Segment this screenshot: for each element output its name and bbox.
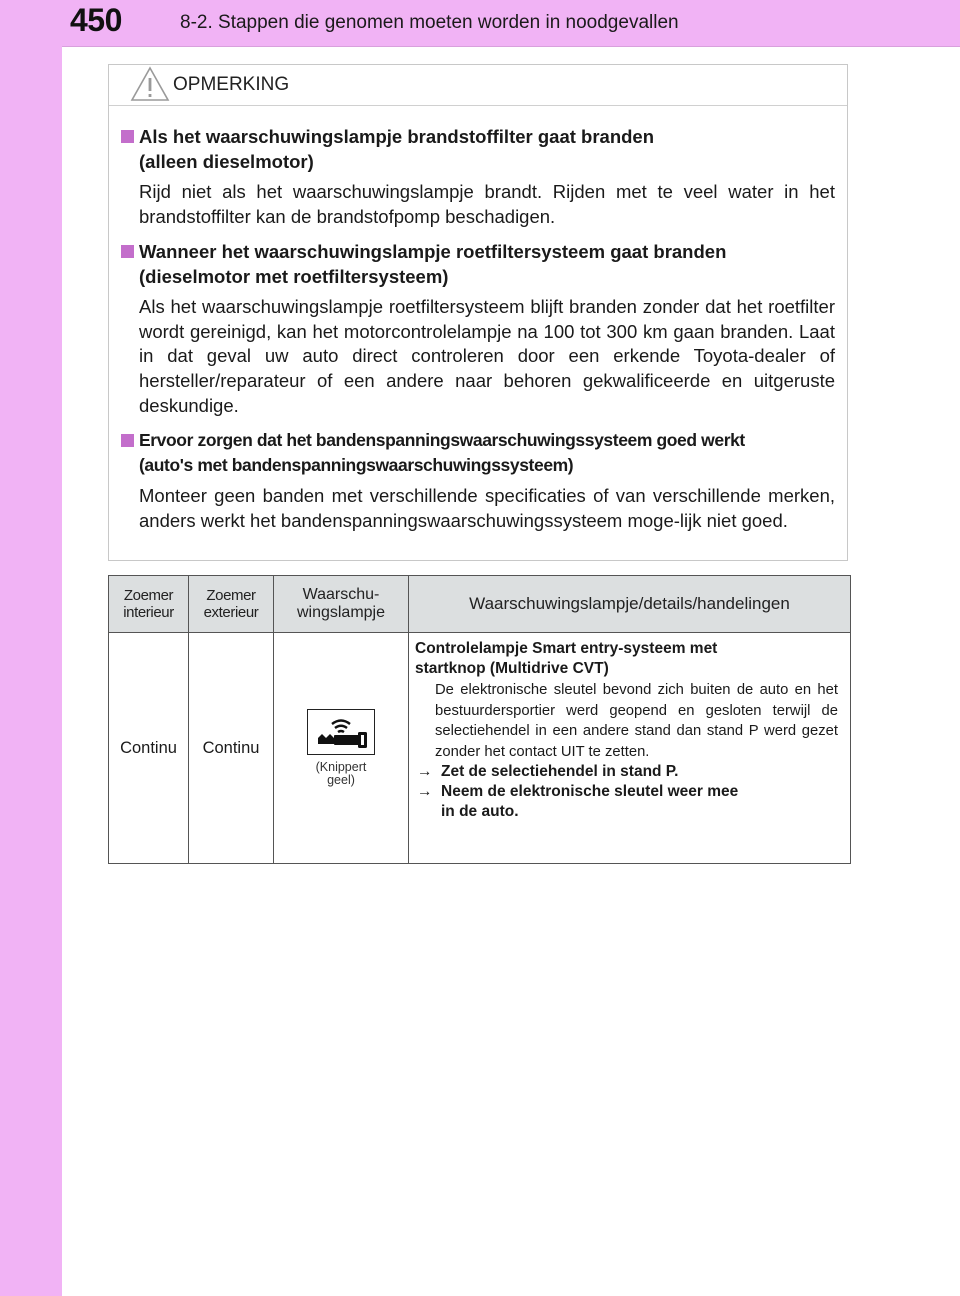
- warning-triangle-icon: [129, 65, 171, 108]
- note-item: [119, 124, 835, 229]
- caption-line: (Knippert: [315, 760, 367, 774]
- arrow-icon: →: [417, 783, 433, 800]
- table-row: [109, 633, 851, 864]
- note-item-heading: [119, 239, 835, 289]
- note-item-heading: [119, 124, 835, 174]
- header-text: Zoemer: [123, 587, 174, 604]
- header-text: Zoemer: [206, 587, 256, 604]
- header-text: Waarschu-: [302, 586, 380, 603]
- note-title: OPMERKING: [173, 74, 290, 95]
- note-body: [109, 106, 847, 533]
- title-line: startknop (Multidrive CVT): [415, 660, 609, 677]
- page-number: 450: [70, 2, 122, 38]
- heading-line: Ervoor zorgen dat het bandenspanningswaarschuwingssysteem goed werkt: [139, 430, 745, 451]
- heading-line: (dieselmotor met roetfiltersysteem): [139, 266, 449, 288]
- detail-title: [415, 639, 838, 679]
- arrow-icon: →: [417, 763, 433, 780]
- header-buzzer-exterior: [189, 576, 274, 633]
- cell-warning-lamp: [274, 633, 409, 864]
- header-warning-lamp: [274, 576, 409, 633]
- heading-line: (auto's met bandenspanningswaarschuwingssysteem): [139, 455, 574, 476]
- header-divider: [62, 46, 960, 47]
- note-box: [108, 64, 848, 561]
- note-item-text: Monteer geen banden met verschillende specificaties of van verschillende merken, anders werkt het bandenspanningswaarschuwingssysteem moge-lijk niet goed.: [139, 485, 835, 531]
- note-item: [119, 428, 835, 533]
- cell-buzzer-exterior: Continu: [189, 633, 274, 864]
- heading-line: Als het waarschuwingslampje brandstoffilter gaat branden: [139, 126, 655, 147]
- header-details: Waarschuwingslampje/details/handelingen: [409, 576, 851, 633]
- header-text: wingslampje: [296, 604, 386, 621]
- section-title: 8-2. Stappen die genomen moeten worden in noodgevallen: [180, 12, 679, 33]
- warning-table: [108, 575, 851, 864]
- square-bullet-icon: [121, 130, 134, 143]
- note-item-text: Rijd niet als het waarschuwingslampje brandt. Rijden met te veel water in het brandstoffilter kan de brandstofpomp beschadigen.: [139, 181, 835, 227]
- note-item-text: Als het waarschuwingslampje roetfiltersysteem blijft branden zonder dat het roetfilter wordt gereinigd, kan het motorcontrolelampje na 100 tot 300 km gaan branden. Laat in dat geval uw auto direct controleren door een erkende Toyota-dealer of hersteller/reparateur of een andere naar behoren gekwalificeerde en uitgeruste deskundige.: [139, 296, 835, 416]
- header-buzzer-interior: [109, 576, 189, 633]
- header-text: exterieur: [203, 604, 259, 621]
- side-color-band: [0, 0, 62, 1296]
- heading-line: (alleen dieselmotor): [139, 151, 314, 172]
- smart-key-warning-icon: [307, 709, 375, 755]
- detail-description: De elektronische sleutel bevond zich buiten de auto en het bestuurdersportier werd geopend en gesloten terwijl de selectiehendel in een andere stand dan stand P werd gezet zonder het contact UIT te zetten.: [435, 682, 838, 760]
- lamp-caption: [274, 761, 408, 787]
- detail-action: [415, 782, 838, 822]
- detail-action: [415, 762, 838, 782]
- page-header: [0, 0, 960, 46]
- cell-details: [409, 633, 851, 864]
- header-text: interieur: [123, 604, 174, 621]
- caption-line: geel): [327, 773, 355, 787]
- square-bullet-icon: [121, 434, 134, 447]
- cell-buzzer-interior: Continu: [109, 633, 189, 864]
- note-header: [109, 65, 847, 106]
- square-bullet-icon: [121, 245, 134, 258]
- note-item-heading: [119, 428, 835, 478]
- action-text: in de auto.: [441, 803, 519, 820]
- table-header-row: [109, 576, 851, 633]
- heading-line: Wanneer het waarschuwingslampje roetfiltersysteem gaat branden: [139, 241, 727, 263]
- action-text: Neem de elektronische sleutel weer mee: [441, 783, 739, 800]
- note-item: [119, 239, 835, 418]
- action-text: Zet de selectiehendel in stand P.: [441, 763, 679, 780]
- title-line: Controlelampje Smart entry-systeem met: [415, 640, 718, 657]
